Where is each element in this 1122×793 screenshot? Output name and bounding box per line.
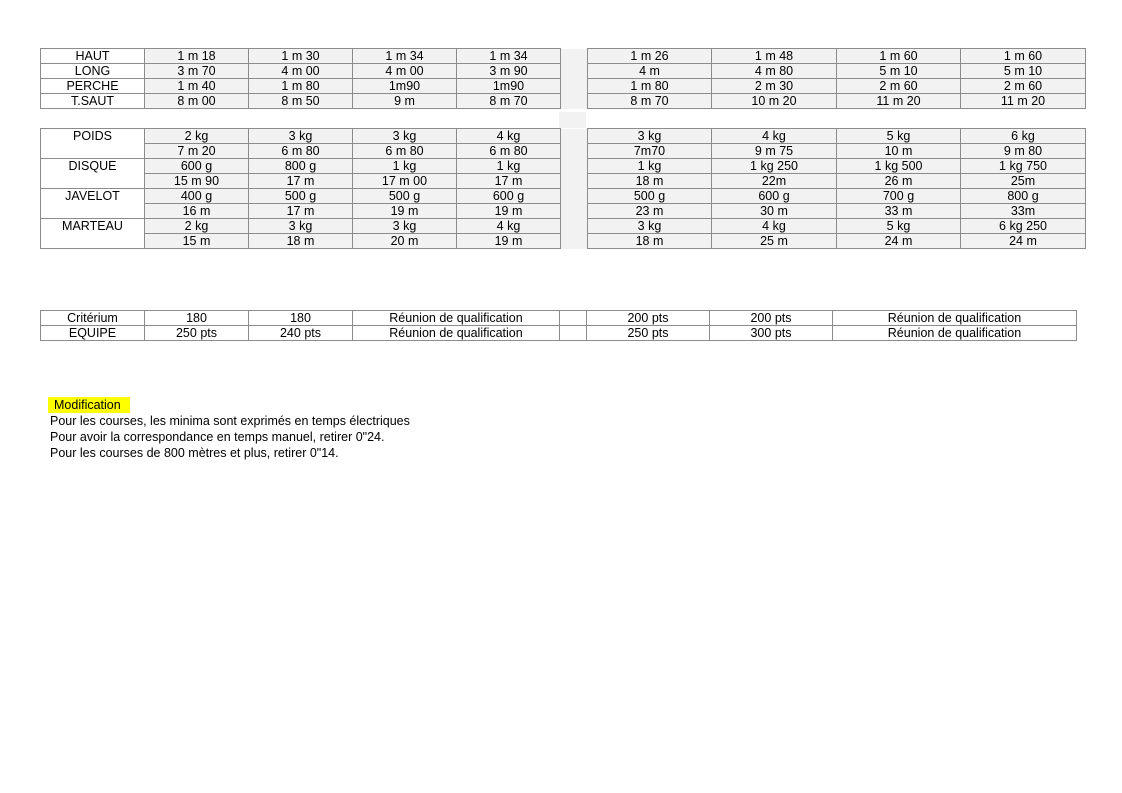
table-row: [41, 204, 1086, 219]
value-cell: 1 m 48: [712, 49, 837, 64]
weight-cell: 600 g: [457, 189, 561, 204]
weight-cell: 4 kg: [457, 129, 561, 144]
weight-cell: 3 kg: [249, 219, 353, 234]
column-gap: [560, 311, 587, 326]
event-label: PERCHE: [41, 79, 145, 94]
weight-cell: 5 kg: [837, 129, 961, 144]
weight-cell: 6 kg: [961, 129, 1086, 144]
table-row: [41, 311, 1077, 326]
team-value: Réunion de qualification: [353, 311, 560, 326]
distance-cell: 18 m: [588, 234, 712, 249]
value-cell: 1 m 60: [837, 49, 961, 64]
weight-cell: 1 kg: [353, 159, 457, 174]
value-cell: 11 m 20: [837, 94, 961, 109]
value-cell: 1 m 30: [249, 49, 353, 64]
event-label: JAVELOT: [41, 189, 145, 204]
weight-cell: 1 kg: [457, 159, 561, 174]
value-cell: 9 m: [353, 94, 457, 109]
value-cell: 3 m 70: [145, 64, 249, 79]
event-label: MARTEAU: [41, 219, 145, 234]
value-cell: 5 m 10: [837, 64, 961, 79]
distance-cell: 6 m 80: [249, 144, 353, 159]
event-label: POIDS: [41, 129, 145, 144]
table-row: [41, 326, 1077, 341]
event-label: DISQUE: [41, 159, 145, 174]
value-cell: 2 m 60: [961, 79, 1086, 94]
team-value: 250 pts: [587, 326, 710, 341]
column-gap: [561, 219, 588, 234]
distance-cell: 19 m: [457, 204, 561, 219]
team-value: Réunion de qualification: [353, 326, 560, 341]
event-label-blank: [41, 174, 145, 189]
weight-cell: 800 g: [961, 189, 1086, 204]
value-cell: 1 m 34: [457, 49, 561, 64]
weight-cell: 1 kg: [588, 159, 712, 174]
weight-cell: 3 kg: [588, 129, 712, 144]
value-cell: 4 m 00: [249, 64, 353, 79]
team-table: [40, 310, 1077, 341]
distance-cell: 25m: [961, 174, 1086, 189]
note-line: Pour les courses, les minima sont exprimés en temps électriques: [50, 414, 410, 428]
value-cell: 8 m 00: [145, 94, 249, 109]
column-gap: [561, 159, 588, 174]
note-line: Pour les courses de 800 mètres et plus, retirer 0"14.: [50, 446, 339, 460]
distance-cell: 24 m: [837, 234, 961, 249]
team-value: Réunion de qualification: [833, 326, 1077, 341]
weight-cell: 700 g: [837, 189, 961, 204]
weight-cell: 600 g: [712, 189, 837, 204]
distance-cell: 33m: [961, 204, 1086, 219]
team-value: 180: [249, 311, 353, 326]
table-row: [41, 234, 1086, 249]
column-gap: [560, 326, 587, 341]
value-cell: 3 m 90: [457, 64, 561, 79]
weight-cell: 500 g: [353, 189, 457, 204]
value-cell: 4 m 00: [353, 64, 457, 79]
distance-cell: 17 m: [249, 174, 353, 189]
table-row: [41, 49, 1086, 64]
value-cell: 1 m 60: [961, 49, 1086, 64]
distance-cell: 16 m: [145, 204, 249, 219]
column-gap: [561, 234, 588, 249]
weight-cell: 3 kg: [249, 129, 353, 144]
column-gap: [561, 94, 588, 109]
table-row: [41, 79, 1086, 94]
distance-cell: 10 m: [837, 144, 961, 159]
distance-cell: 18 m: [588, 174, 712, 189]
weight-cell: 2 kg: [145, 129, 249, 144]
table-row: [41, 174, 1086, 189]
value-cell: 1m90: [353, 79, 457, 94]
distance-cell: 19 m: [457, 234, 561, 249]
weight-cell: 600 g: [145, 159, 249, 174]
distance-cell: 20 m: [353, 234, 457, 249]
distance-cell: 30 m: [712, 204, 837, 219]
weight-cell: 3 kg: [588, 219, 712, 234]
value-cell: 11 m 20: [961, 94, 1086, 109]
modification-title: Modification: [48, 397, 130, 413]
distance-cell: 15 m 90: [145, 174, 249, 189]
event-label-blank: [41, 204, 145, 219]
event-label: LONG: [41, 64, 145, 79]
table-row: [41, 129, 1086, 144]
weight-cell: 500 g: [249, 189, 353, 204]
event-label: T.SAUT: [41, 94, 145, 109]
column-gap: [561, 79, 588, 94]
value-cell: 1m90: [457, 79, 561, 94]
event-label: HAUT: [41, 49, 145, 64]
distance-cell: 22m: [712, 174, 837, 189]
column-gap: [561, 64, 588, 79]
distance-cell: 18 m: [249, 234, 353, 249]
column-gap: [561, 129, 588, 144]
value-cell: 8 m 70: [588, 94, 712, 109]
event-label-blank: [41, 234, 145, 249]
team-label: EQUIPE: [41, 326, 145, 341]
weight-cell: 400 g: [145, 189, 249, 204]
team-value: 250 pts: [145, 326, 249, 341]
weight-cell: 5 kg: [837, 219, 961, 234]
note-line: Pour avoir la correspondance en temps manuel, retirer 0"24.: [50, 430, 385, 444]
distance-cell: 17 m: [457, 174, 561, 189]
distance-cell: 24 m: [961, 234, 1086, 249]
weight-cell: 1 kg 250: [712, 159, 837, 174]
jumps-table: [40, 48, 1086, 109]
value-cell: 8 m 70: [457, 94, 561, 109]
value-cell: 1 m 18: [145, 49, 249, 64]
distance-cell: 26 m: [837, 174, 961, 189]
value-cell: 2 m 60: [837, 79, 961, 94]
distance-cell: 9 m 75: [712, 144, 837, 159]
team-label: Critérium: [41, 311, 145, 326]
value-cell: 2 m 30: [712, 79, 837, 94]
weight-cell: 2 kg: [145, 219, 249, 234]
table-row: [41, 64, 1086, 79]
value-cell: 1 m 26: [588, 49, 712, 64]
column-gap-strip: [559, 112, 586, 128]
weight-cell: 3 kg: [353, 219, 457, 234]
team-value: Réunion de qualification: [833, 311, 1077, 326]
table-row: [41, 189, 1086, 204]
throws-table: [40, 128, 1086, 249]
distance-cell: 33 m: [837, 204, 961, 219]
distance-cell: 19 m: [353, 204, 457, 219]
distance-cell: 7 m 20: [145, 144, 249, 159]
column-gap: [561, 144, 588, 159]
value-cell: 1 m 40: [145, 79, 249, 94]
distance-cell: 23 m: [588, 204, 712, 219]
team-value: 240 pts: [249, 326, 353, 341]
distance-cell: 25 m: [712, 234, 837, 249]
weight-cell: 1 kg 500: [837, 159, 961, 174]
weight-cell: 4 kg: [457, 219, 561, 234]
weight-cell: 4 kg: [712, 129, 837, 144]
distance-cell: 7m70: [588, 144, 712, 159]
value-cell: 1 m 80: [249, 79, 353, 94]
value-cell: 4 m: [588, 64, 712, 79]
weight-cell: 1 kg 750: [961, 159, 1086, 174]
value-cell: 10 m 20: [712, 94, 837, 109]
team-value: 300 pts: [710, 326, 833, 341]
table-row: [41, 219, 1086, 234]
column-gap: [561, 189, 588, 204]
value-cell: 4 m 80: [712, 64, 837, 79]
table-row: [41, 159, 1086, 174]
column-gap: [561, 49, 588, 64]
distance-cell: 17 m 00: [353, 174, 457, 189]
value-cell: 1 m 80: [588, 79, 712, 94]
distance-cell: 17 m: [249, 204, 353, 219]
team-value: 200 pts: [710, 311, 833, 326]
team-value: 200 pts: [587, 311, 710, 326]
weight-cell: 6 kg 250: [961, 219, 1086, 234]
team-value: 180: [145, 311, 249, 326]
distance-cell: 9 m 80: [961, 144, 1086, 159]
event-label-blank: [41, 144, 145, 159]
table-row: [41, 94, 1086, 109]
value-cell: 5 m 10: [961, 64, 1086, 79]
column-gap: [561, 174, 588, 189]
value-cell: 1 m 34: [353, 49, 457, 64]
distance-cell: 15 m: [145, 234, 249, 249]
weight-cell: 500 g: [588, 189, 712, 204]
weight-cell: 3 kg: [353, 129, 457, 144]
distance-cell: 6 m 80: [457, 144, 561, 159]
distance-cell: 6 m 80: [353, 144, 457, 159]
weight-cell: 800 g: [249, 159, 353, 174]
table-row: [41, 144, 1086, 159]
value-cell: 8 m 50: [249, 94, 353, 109]
column-gap: [561, 204, 588, 219]
weight-cell: 4 kg: [712, 219, 837, 234]
